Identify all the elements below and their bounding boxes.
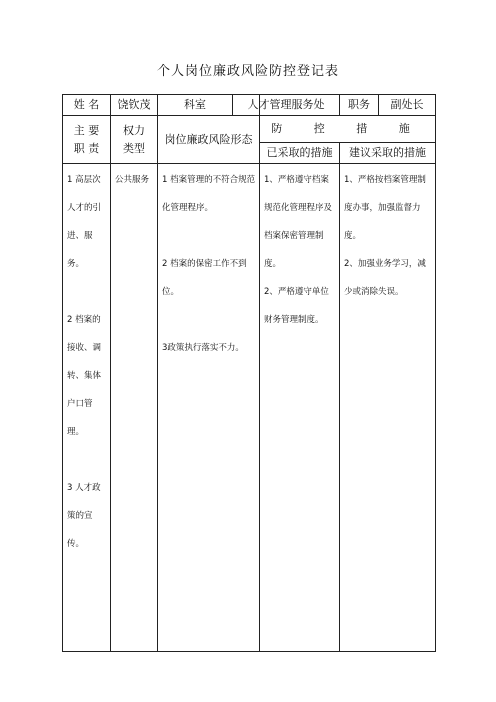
suggested-item: 1、严格按档案管理制度办事，加强监督力度。 [344,175,426,241]
name-label: 姓 名 [63,95,111,116]
duty-item: 1 高层次人才的引进、服务。 [67,175,102,269]
duty-item: 3 人才政策的宣传。 [67,483,101,549]
taken-header: 已采取的措施 [260,143,340,164]
dept-value: 人才管理服务处 [247,98,325,111]
risk-form-header: 岗位廉政风险形态 [158,116,260,164]
suggested-header: 建议采取的措施 [340,143,436,164]
risk-item: 1 档案管理的不符合规范化管理程序。 [162,175,256,213]
name-value: 饶钦茂 [111,95,158,116]
control-header-text: 防 控 措 施 [271,122,424,135]
position-label: 职务 [340,95,379,115]
position-group [340,95,436,116]
risk-item: 3政策执行落实不力。 [162,343,244,353]
taken-item: 1、严格遵守档案规范化管理程序及档案保密管理制度。 [264,175,333,269]
duties-header-line1: 主 要 [73,123,100,137]
power-header-line1: 权力 [123,123,145,137]
duty-item: 2 档案的接收、调转、集体户口管理。 [67,315,102,437]
taken-item: 2、严格遵守单位财务管理制度。 [264,287,329,325]
duties-header [63,116,111,164]
power-cell [111,164,158,652]
risks-cell [158,164,260,652]
header-row [63,116,436,143]
duties-cell [63,164,111,652]
content-row [63,164,436,652]
risk-item: 2 档案的保密工作不到位。 [162,259,247,297]
power-type: 公共服务 [115,175,150,185]
power-header-line2: 类型 [123,141,145,155]
registration-table [62,94,436,652]
suggested-cell [340,164,436,652]
power-header [111,116,158,164]
position-cell [247,95,340,116]
taken-cell [260,164,340,652]
duties-header-line2: 职 责 [73,141,100,155]
form-title: 个人岗位廉政风险防控登记表 [156,64,339,79]
dept-label: 科室 [158,95,233,115]
suggested-item: 2、加强业务学习，减少或消除失误。 [344,259,426,297]
basic-info-row [63,95,436,116]
control-header [260,116,436,143]
position-value: 副处长 [390,98,424,111]
